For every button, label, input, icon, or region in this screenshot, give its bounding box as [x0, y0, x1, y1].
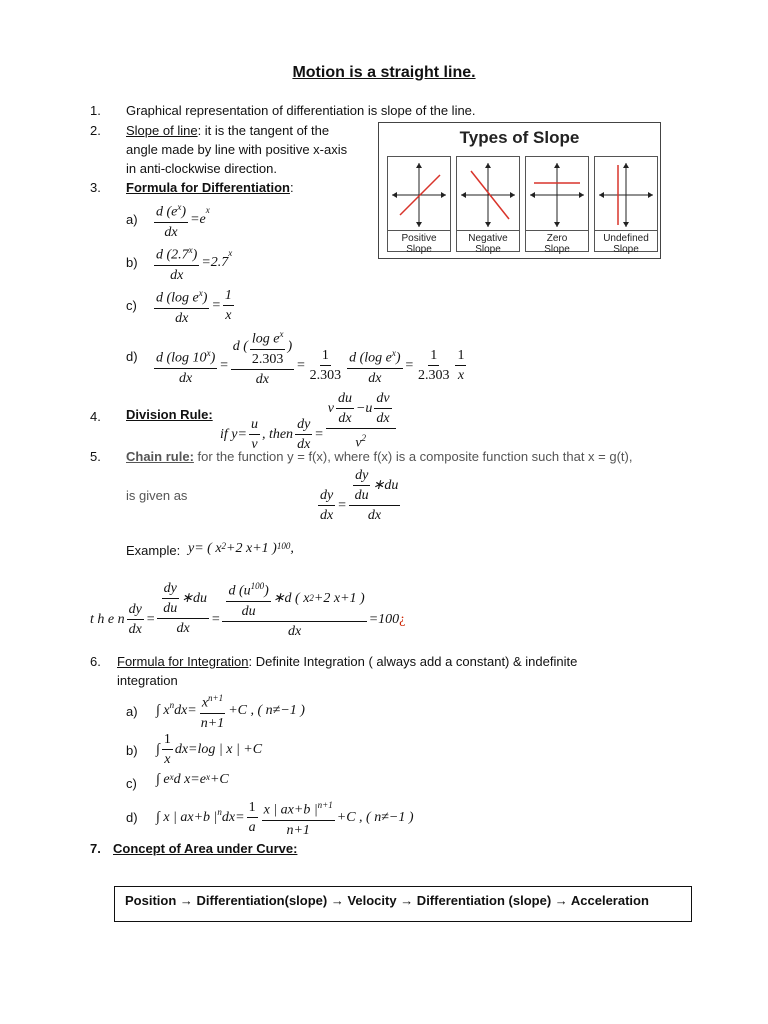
- numerator: [349, 467, 401, 506]
- inner-numerator: [250, 326, 286, 350]
- item-number-2: 2.: [90, 123, 101, 138]
- item-2-line-c: in anti-clockwise direction.: [126, 161, 278, 176]
- denominator: dx: [179, 370, 193, 386]
- paren: ): [287, 339, 293, 355]
- numerator: [154, 345, 217, 369]
- chain-rule-text: for the function y = f(x), where f(x) is a composite function such that x = g(t),: [193, 449, 633, 464]
- dy-du: [353, 467, 371, 504]
- formula-differentiation-heading: Formula for Differentiation: [126, 180, 290, 195]
- exponent: x: [177, 202, 182, 212]
- denominator: du: [241, 603, 256, 619]
- fraction: [154, 199, 188, 241]
- chain-rule-heading: Chain rule:: [126, 449, 194, 464]
- integration-text: : Definite Integration ( always add a constant) & indefinite: [248, 654, 578, 669]
- exponent: 2: [221, 541, 227, 551]
- sub-label-c: c): [126, 298, 137, 313]
- sub-label-c: c): [126, 776, 137, 791]
- equals: =: [337, 497, 347, 513]
- rest-2: +2 x+1 ): [313, 591, 365, 607]
- rhs: =2.7: [201, 254, 229, 270]
- inner-fraction: [250, 326, 286, 368]
- eq-text: y= ( x: [188, 541, 222, 556]
- inner-denominator: 2.303: [251, 351, 284, 367]
- integral-e: ∫ e: [156, 772, 170, 787]
- equals: =: [404, 357, 414, 373]
- equals: =: [219, 357, 229, 373]
- quotient-fraction: [326, 390, 396, 452]
- positive-slope-cell: [387, 156, 451, 255]
- dy-dx: [318, 487, 335, 524]
- equals: =: [211, 297, 221, 313]
- denominator: dx: [320, 508, 334, 523]
- item-2-line-b: angle made by line with positive x-axis: [126, 142, 348, 157]
- dy-dx: [127, 601, 144, 638]
- fraction: [199, 690, 226, 732]
- rest: ∗d ( x: [272, 591, 310, 607]
- division-rule-heading: [126, 407, 213, 422]
- exponent: 2: [309, 593, 314, 604]
- equals: =: [296, 357, 306, 373]
- item-text-3: [126, 180, 294, 195]
- integral: ∫: [156, 741, 160, 757]
- then-text: t h e n: [90, 611, 125, 627]
- num-text: d (log e: [156, 290, 199, 306]
- item-text-6: [117, 654, 577, 669]
- numerator: [222, 578, 366, 622]
- if-text: if y=: [220, 426, 247, 442]
- item-number-1: 1.: [90, 103, 101, 118]
- equals-100: =100: [368, 611, 400, 627]
- positive-slope-graph: [390, 159, 448, 229]
- fraction-2: [262, 797, 335, 839]
- item-text-5: [126, 449, 632, 464]
- big-fraction: [222, 578, 366, 640]
- numerator: 1: [455, 347, 466, 366]
- cell-divider: [595, 230, 657, 231]
- heading-text: Division Rule:: [126, 407, 213, 422]
- fraction-5: [416, 347, 452, 384]
- denominator: x: [225, 308, 232, 324]
- star-du: ∗du: [372, 478, 399, 493]
- label-line-2: Slope: [475, 244, 501, 255]
- num-text: x | ax+b |: [263, 802, 318, 818]
- exponent: 100: [250, 581, 265, 591]
- num-text: x: [201, 695, 209, 711]
- exponent: x: [198, 288, 203, 298]
- denominator: dx: [376, 410, 390, 426]
- denominator: du: [354, 488, 369, 503]
- numerator: dy: [162, 580, 179, 599]
- paren: ): [192, 247, 198, 263]
- integ-formula-d: [156, 797, 414, 839]
- denominator: dx: [176, 621, 190, 637]
- zero-slope-cell: [525, 156, 589, 255]
- exponent-100: 100: [276, 541, 291, 551]
- positive-slope-label: [388, 233, 450, 255]
- chain-fraction: [349, 467, 401, 524]
- integ-formula-c: [156, 772, 229, 788]
- numerator: [326, 390, 396, 429]
- rhs-exponent: x: [205, 205, 210, 215]
- numerator: [226, 578, 270, 602]
- fraction: [162, 731, 173, 768]
- denominator: dx: [175, 310, 189, 326]
- fraction-1: [247, 799, 258, 836]
- numerator: [157, 580, 209, 619]
- diff-formula-d: [152, 326, 468, 388]
- example-label: Example:: [126, 543, 181, 558]
- division-rule-formula: [220, 388, 398, 453]
- num-text: d (log 10: [156, 350, 207, 366]
- denominator: dx: [287, 623, 302, 639]
- rest: +C , ( n≠−1 ): [228, 702, 305, 718]
- motion-flow-box: Position → Differentiation(slope) → Velocity → Differentiation (slope) → Acceleration: [114, 886, 692, 922]
- equals: =: [314, 426, 324, 442]
- negative-slope-label: [457, 233, 519, 255]
- denominator: dx: [164, 224, 178, 240]
- equals: =: [211, 611, 221, 627]
- undefined-slope-label: [595, 233, 657, 255]
- sub-label-b: b): [126, 743, 138, 758]
- numerator: 1: [428, 347, 439, 366]
- rest: d x=e: [173, 772, 206, 787]
- num-text: d (e: [156, 204, 178, 220]
- chain-fraction: [157, 580, 209, 637]
- fraction-6: [455, 347, 466, 384]
- fraction-1: [154, 345, 217, 387]
- numerator: [154, 285, 209, 309]
- du100-du: [226, 578, 270, 620]
- exponent: n: [169, 700, 175, 710]
- num-text: d (u: [228, 583, 251, 599]
- denominator: dx: [128, 622, 142, 638]
- du-dx: [336, 390, 354, 427]
- fraction-rhs: [223, 287, 234, 324]
- dv-dx: [374, 390, 391, 427]
- numerator: du: [336, 390, 354, 409]
- diff-formula-c: [152, 285, 236, 327]
- rest-2: +C: [209, 772, 229, 787]
- label-line-2: Slope: [613, 244, 639, 255]
- formula-integration-heading: Formula for Integration: [117, 654, 249, 669]
- dx-eq: dx=: [221, 809, 245, 825]
- types-of-slope-figure: [378, 122, 661, 259]
- numerator: dy: [353, 467, 370, 486]
- item-number-3: 3.: [90, 180, 101, 195]
- denominator: 2.303: [309, 368, 342, 384]
- d-open: d (: [232, 339, 248, 355]
- star-du: ∗du: [181, 591, 208, 607]
- numerator: 1: [247, 799, 258, 818]
- num-text: log e: [251, 331, 280, 347]
- equals: =: [145, 611, 156, 627]
- rest: dx=log | x | +C: [174, 741, 263, 757]
- negative-slope-cell: [456, 156, 520, 255]
- label-line-1: Zero: [546, 233, 568, 244]
- numerator: [154, 242, 199, 266]
- item-number-7: 7.: [90, 841, 101, 856]
- exponent: n: [217, 807, 222, 817]
- page-title: Motion is a straight line.: [292, 64, 476, 81]
- exponent: x: [169, 772, 174, 782]
- num-text: d (2.7: [156, 247, 189, 263]
- sub-label-d: d): [126, 349, 138, 364]
- denominator: v: [251, 437, 258, 452]
- rest: +C , ( n≠−1 ): [336, 809, 414, 825]
- zero-slope-graph: [528, 159, 586, 229]
- tail-glyph: ¿: [399, 611, 406, 627]
- numerator: 1: [223, 287, 234, 306]
- num-text: d (log e: [349, 350, 392, 366]
- denominator: 2.303: [417, 368, 450, 384]
- paren: ): [395, 350, 401, 366]
- item-text-7: [113, 841, 297, 856]
- exponent: n+1: [208, 693, 224, 703]
- integ-formula-b: [156, 731, 262, 768]
- paren: ): [202, 290, 208, 306]
- v-text: v: [327, 400, 334, 416]
- colon: :: [289, 180, 294, 195]
- sub-label-a: a): [126, 212, 138, 227]
- sub-label-d: d): [126, 810, 138, 825]
- exponent: x: [206, 348, 211, 358]
- cell-divider: [526, 230, 588, 231]
- undefined-slope-cell: [594, 156, 658, 255]
- dy-du: [161, 580, 179, 617]
- example-formula: [188, 541, 294, 557]
- item-number-4: 4.: [90, 409, 101, 424]
- cell-divider: [388, 230, 450, 231]
- numerator: dy: [318, 487, 335, 506]
- chain-given-as: is given as: [126, 488, 188, 503]
- item-number-5: 5.: [90, 449, 101, 464]
- integ-formula-a: [156, 690, 305, 732]
- denominator: dx: [338, 410, 352, 426]
- paren: ): [181, 204, 187, 220]
- minus-u: −u: [355, 400, 373, 416]
- sub-label-a: a): [126, 704, 138, 719]
- paren: ): [210, 350, 216, 366]
- label-line-1: Undefined: [603, 233, 649, 244]
- numerator: u: [249, 416, 260, 435]
- numerator: [262, 797, 335, 821]
- fraction: [154, 285, 209, 327]
- exponent: x: [188, 245, 193, 255]
- area-under-curve-heading: Concept of Area under Curve:: [113, 841, 298, 856]
- comma: ,: [290, 541, 294, 556]
- paren: ): [264, 583, 269, 599]
- label-line-1: Positive: [401, 233, 437, 244]
- item-number-6: 6.: [90, 654, 101, 669]
- u-over-v: [249, 416, 260, 453]
- cell-divider: [457, 230, 519, 231]
- denominator: dx: [297, 437, 311, 452]
- then-formula: [90, 578, 405, 640]
- label-line-2: Slope: [544, 244, 570, 255]
- exponent: n+1: [317, 800, 333, 810]
- denominator: dx: [255, 371, 270, 387]
- integral-x: ∫ x: [156, 702, 170, 718]
- label-line-2: Slope: [406, 244, 432, 255]
- item-text-1: Graphical representation of differentiation is slope of the line.: [126, 103, 476, 118]
- denominator: dx: [368, 370, 382, 386]
- label-line-1: Negative: [468, 233, 508, 244]
- numerator: dy: [295, 416, 312, 435]
- exponent: x: [279, 329, 284, 339]
- chain-rule-formula: [316, 467, 402, 524]
- fraction-4: [347, 345, 402, 387]
- fraction: [154, 242, 199, 284]
- denominator: a: [248, 820, 256, 836]
- numerator: dv: [374, 390, 391, 409]
- item-2-line-a: : it is the tangent of the: [197, 123, 330, 138]
- exponent: 2: [361, 432, 367, 443]
- diff-formula-b: [152, 242, 232, 284]
- numerator: [347, 345, 402, 369]
- rest: +2 x+1 ): [226, 541, 277, 556]
- denominator: x: [164, 752, 171, 767]
- undefined-slope-graph: [597, 159, 655, 229]
- numerator: dy: [127, 601, 144, 620]
- slope-figure-title: Types of Slope: [459, 128, 580, 147]
- denominator: du: [163, 601, 178, 617]
- numerator: [200, 690, 225, 714]
- numerator: 1: [320, 347, 331, 366]
- fraction-2: [231, 326, 294, 388]
- integral-x: ∫ x | ax+b |: [156, 809, 218, 825]
- v-text: v: [355, 435, 362, 451]
- item-text-2: [126, 123, 329, 138]
- slope-of-line-heading: Slope of line: [126, 123, 198, 138]
- denominator: x: [457, 368, 465, 384]
- dy-dx: [295, 416, 312, 453]
- numerator: [154, 199, 188, 223]
- dx-eq: dx=: [174, 702, 197, 718]
- item-6-line-b: integration: [117, 673, 178, 688]
- zero-slope-label: [526, 233, 588, 255]
- exponent: x: [391, 348, 396, 358]
- negative-slope-graph: [459, 159, 517, 229]
- denominator: dx: [170, 267, 184, 283]
- fraction-3: [308, 347, 344, 384]
- exponent-2: x: [205, 772, 210, 782]
- rhs-exponent: x: [228, 248, 233, 258]
- denominator: n+1: [200, 715, 225, 731]
- denominator: n+1: [286, 822, 310, 838]
- then-text: , then: [261, 426, 294, 442]
- denominator: dx: [367, 508, 382, 523]
- denominator: [353, 429, 368, 452]
- rhs: =e: [190, 211, 206, 227]
- numerator: 1: [162, 731, 173, 750]
- diff-formula-a: [152, 199, 210, 241]
- numerator: [231, 326, 294, 370]
- sub-label-b: b): [126, 255, 138, 270]
